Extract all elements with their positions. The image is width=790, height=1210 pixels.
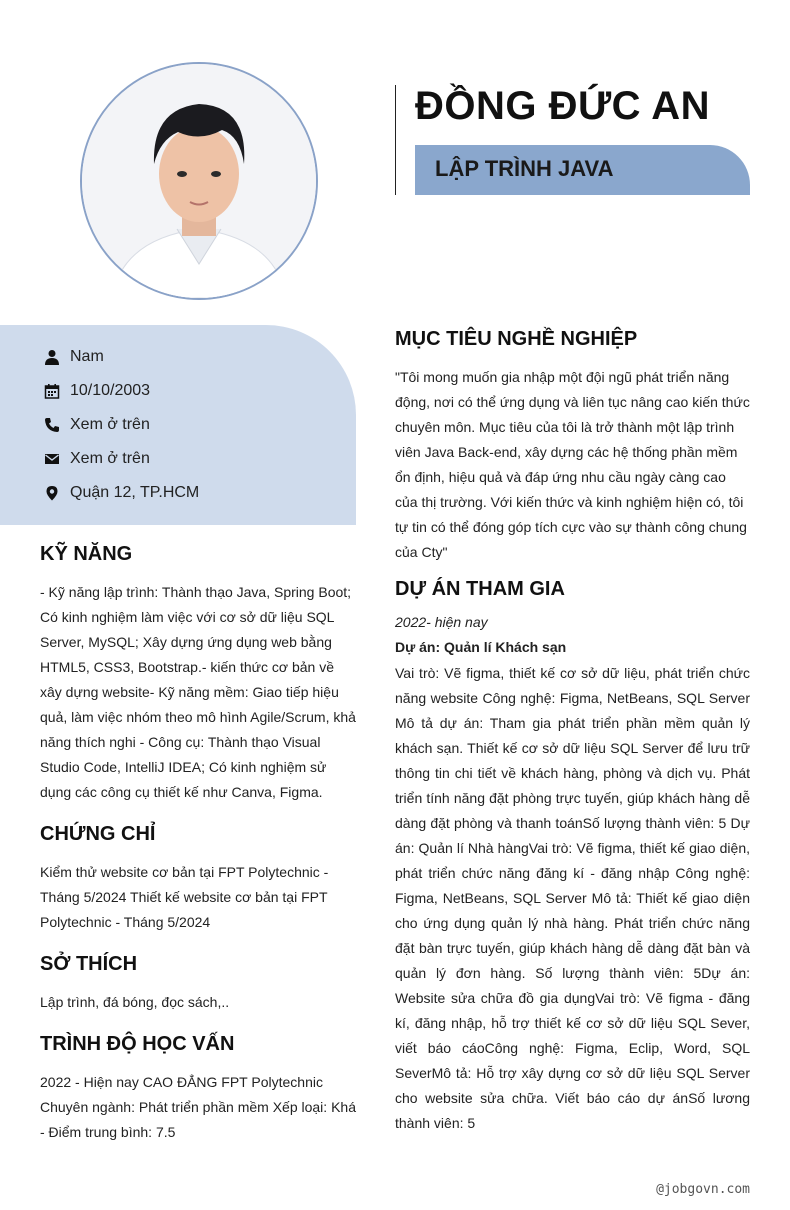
contact-text: Quận 12, TP.HCM bbox=[70, 484, 200, 501]
project-name bbox=[395, 639, 566, 655]
hobbies-title: SỞ THÍCH bbox=[40, 953, 138, 975]
email-icon bbox=[44, 451, 60, 467]
contact-text: Xem ở trên bbox=[70, 450, 150, 467]
watermark: @jobgovn.com bbox=[656, 1182, 750, 1197]
projects-title: DỰ ÁN THAM GIA bbox=[395, 578, 565, 600]
contact-text: 10/10/2003 bbox=[70, 382, 151, 399]
contact-text: Xem ở trên bbox=[70, 416, 150, 433]
role-banner bbox=[415, 145, 750, 195]
contact-birthday bbox=[44, 379, 150, 403]
contact-panel bbox=[0, 325, 356, 525]
contact-gender bbox=[44, 345, 104, 369]
skills-title: KỸ NĂNG bbox=[40, 543, 133, 565]
contact-phone bbox=[44, 413, 150, 437]
education-text: 2022 - Hiện nay CAO ĐẲNG FPT Polytechnic Chuyên ngành: Phát triển phần mềm Xếp loại: Khá - Điểm trung bình: 7.5 bbox=[40, 1074, 356, 1140]
education-title: TRÌNH ĐỘ HỌC VẤN bbox=[40, 1033, 235, 1055]
projects-text: Vai trò: Vẽ figma, thiết kế cơ sở dữ liệu, phát triển chức năng website Công nghệ: Figma, NetBeans, SQL Server Mô tả dự án: Tham gia phát triển phần mềm quản lý khách sạn. Thiết kế cơ sở dữ liệu SQL Server để lưu trữ thông tin chi tiết về khách hàng, phòng và dịch vụ. Phát triển tính năng đặt phòng trực tuyến, giúp khách hàng dễ dàng đặt phòng và thanh toánSố lượng thành viên: 5 Dự án: Quản lí Nhà hàngVai trò: Vẽ figma, thiết kế giao diện, phát triển chức năng đăng kí - đăng nhập Công nghệ: Figma, NetBeans, SQL Server Mô tả: Thiết kế giao diện cho ứng dụng quản lý nhà hàng. Phát triển chức năng đặt bàn trực tuyến, giúp khách hàng dễ dàng đặt bàn và quản lý đơn hàng. Số lượng thành viên: 5Dự án: Website sửa chữa đồ gia dụngVai trò: Vẽ figma - đăng kí, đăng nhập, hỗ trợ thiết kế cơ sở dữ liệu SQL Sever, viết báo cáoCông nghệ: Figma, Eclip, Word, SQL SeverMô tả: Hỗ trợ xây dựng cơ sở dữ liệu SQL Server cho website sửa chữa. Viết báo cáo dự ánSố lương thành viên: 5 bbox=[395, 665, 750, 1131]
phone-icon bbox=[44, 417, 60, 433]
skills-text: - Kỹ năng lập trình: Thành thạo Java, Spring Boot; Có kinh nghiệm làm việc với cơ sở dữ liệu SQL Server, MySQL; Xây dựng ứng dụng web bằng HTML5, CSS3, Bootstrap.- kiến thức cơ bản về xây dựng website- Kỹ năng mềm: Giao tiếp hiệu quả, làm việc nhóm theo mô hình Agile/Scrum, khả năng thích nghi - Công cụ: Thành thạo Visual Studio Code, IntelliJ IDEA; Có kinh nghiệm sử dụng các công cụ thiết kế như Canva, Figma. bbox=[40, 584, 356, 800]
project-name-value: Quản lí Khách sạn bbox=[444, 639, 567, 655]
contact-email bbox=[44, 447, 150, 471]
profile-photo bbox=[80, 62, 318, 300]
job-title: LẬP TRÌNH JAVA bbox=[435, 156, 614, 181]
certificates-title: CHỨNG CHỈ bbox=[40, 823, 156, 845]
person-icon bbox=[44, 349, 60, 365]
avatar bbox=[82, 64, 316, 298]
location-icon bbox=[44, 485, 60, 501]
objective-text: "Tôi mong muốn gia nhập một đội ngũ phát triển năng động, nơi có thể ứng dụng và liên tục nâng cao kiến thức chuyên môn. Mục tiêu của tôi là trở thành một lập trình viên Java Back-end, xây dựng các hệ thống phần mềm ổn định, hiệu quả và đáp ứng nhu cầu ngày càng cao của thị trường. Với kiến thức và kinh nghiệm hiện có, tôi tự tin có thể đóng góp tích cực vào sự thành công chung của Cty" bbox=[395, 369, 750, 560]
candidate-name: ĐỒNG ĐỨC AN bbox=[415, 84, 710, 128]
project-name-label: Dự án: bbox=[395, 639, 441, 655]
contact-address bbox=[44, 481, 199, 505]
hobbies-text: Lập trình, đá bóng, đọc sách,.. bbox=[40, 994, 230, 1010]
certificates-text: Kiểm thử website cơ bản tại FPT Polytechnic - Tháng 5/2024 Thiết kế website cơ bản tại FPT Polytechnic - Tháng 5/2024 bbox=[40, 864, 329, 930]
project-date: 2022- hiện nay bbox=[395, 614, 488, 630]
calendar-icon bbox=[44, 383, 60, 399]
header-divider bbox=[395, 85, 396, 195]
objective-title: MỤC TIÊU NGHỀ NGHIỆP bbox=[395, 328, 638, 350]
contact-text: Nam bbox=[70, 348, 104, 365]
